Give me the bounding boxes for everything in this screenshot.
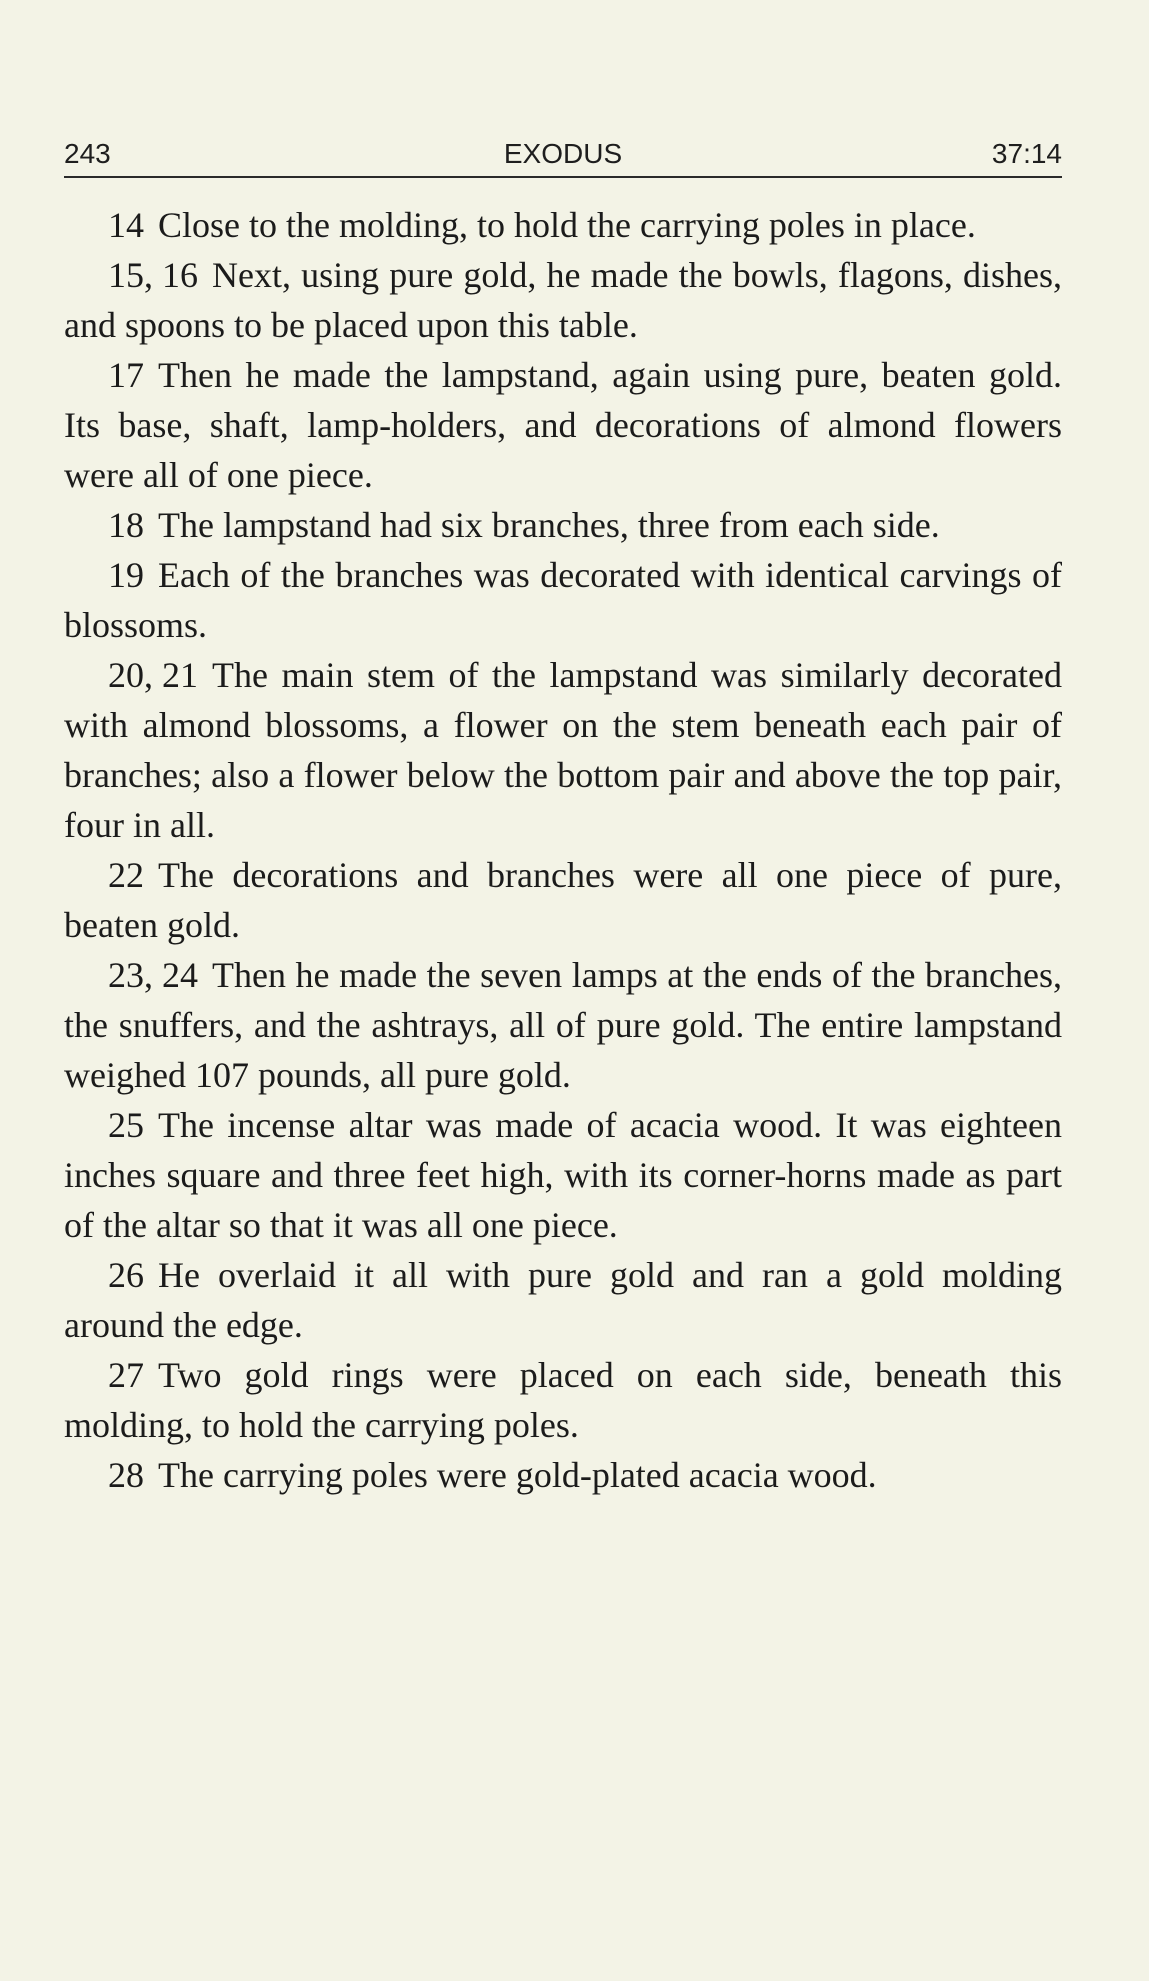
verse-text: Two gold rings were placed on each side, beneath this molding, to hold the carrying poles. xyxy=(64,1355,1062,1445)
verse-text: The carrying poles were gold-plated acacia wood. xyxy=(158,1455,877,1495)
verse-text: The lampstand had six branches, three from each side. xyxy=(158,505,940,545)
verse-number: 18 xyxy=(108,505,144,545)
verse-28 xyxy=(64,1450,1062,1500)
verse-text: Next, using pure gold, he made the bowls, flagons, dishes, and spoons to be placed upon this table. xyxy=(64,255,1062,345)
verse-number: 15, 16 xyxy=(108,255,198,295)
chapter-verse-reference: 37:14 xyxy=(991,138,1062,169)
verse-14 xyxy=(64,200,1062,250)
verse-text: Close to the molding, to hold the carrying poles in place. xyxy=(158,205,976,245)
verse-number: 25 xyxy=(108,1105,144,1145)
verse-27 xyxy=(64,1350,1062,1450)
verse-22 xyxy=(64,850,1062,950)
verse-number: 20, 21 xyxy=(108,655,198,695)
verse-number: 23, 24 xyxy=(108,955,198,995)
verse-number: 19 xyxy=(108,555,144,595)
verse-number: 22 xyxy=(108,855,144,895)
verse-20-21 xyxy=(64,650,1062,850)
verse-15-16 xyxy=(64,250,1062,350)
running-header xyxy=(64,136,1062,178)
verse-number: 17 xyxy=(108,355,144,395)
verse-number: 26 xyxy=(108,1255,144,1295)
verse-19 xyxy=(64,550,1062,650)
verse-text: The main stem of the lampstand was similarly decorated with almond blossoms, a flower on the stem beneath each pair of branches; also a flower below the bottom pair and above the top pair, four in all. xyxy=(64,655,1062,845)
verse-text: Then he made the lampstand, again using pure, beaten gold. Its base, shaft, lamp-holders, and decorations of almond flowers were all of one piece. xyxy=(64,355,1062,495)
verse-text: The incense altar was made of acacia wood. It was eighteen inches square and three feet high, with its corner-horns made as part of the altar so that it was all one piece. xyxy=(64,1105,1062,1245)
verse-number: 28 xyxy=(108,1455,144,1495)
verse-26 xyxy=(64,1250,1062,1350)
book-title: EXODUS xyxy=(503,138,623,169)
verse-text: Each of the branches was decorated with identical carvings of blossoms. xyxy=(64,555,1062,645)
verse-23-24 xyxy=(64,950,1062,1100)
page-number: 243 xyxy=(64,138,111,169)
verse-text: Then he made the seven lamps at the ends of the branches, the snuffers, and the ashtrays, all of pure gold. The entire lampstand weighed 107 pounds, all pure gold. xyxy=(64,955,1062,1095)
verse-number: 14 xyxy=(108,205,144,245)
verse-25 xyxy=(64,1100,1062,1250)
verse-18 xyxy=(64,500,1062,550)
scripture-text xyxy=(64,200,1062,1500)
verse-number: 27 xyxy=(108,1355,144,1395)
verse-text: The decorations and branches were all one piece of pure, beaten gold. xyxy=(64,855,1062,945)
verse-17 xyxy=(64,350,1062,500)
verse-text: He overlaid it all with pure gold and ran a gold molding around the edge. xyxy=(64,1255,1062,1345)
